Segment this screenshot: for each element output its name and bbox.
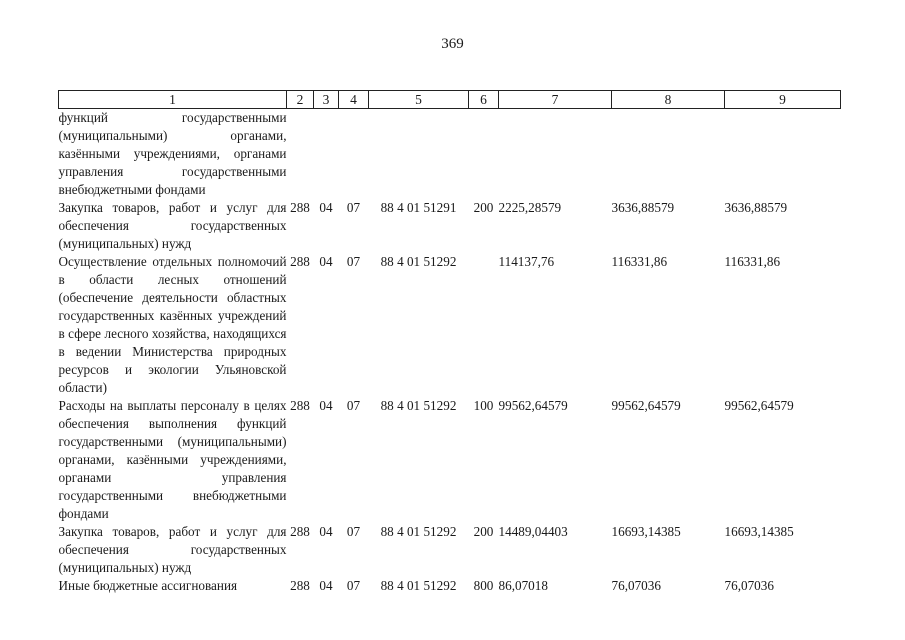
table-row [59, 397, 841, 523]
column-header: 7 [499, 91, 612, 109]
target-article-code: 88 4 01 51292 [380, 524, 457, 539]
section-code [314, 109, 339, 200]
target-article-code [369, 109, 469, 200]
amount-col-7 [499, 109, 612, 200]
ministry-code: 288 [290, 254, 310, 269]
column-header: 6 [469, 91, 499, 109]
expense-type-code: 200 [473, 200, 494, 215]
ministry-code: 288 [290, 200, 310, 215]
ministry-code [287, 109, 314, 200]
section-code: 04 [319, 578, 333, 593]
column-header: 8 [612, 91, 725, 109]
table-row [59, 523, 841, 577]
table-row [59, 109, 841, 200]
table-row [59, 199, 841, 253]
expense-type-code: 200 [473, 524, 494, 539]
column-header: 3 [314, 91, 339, 109]
expense-type-code: 100 [473, 398, 494, 413]
amount-col-7: 86,07018 [498, 578, 548, 593]
amount-col-8: 99562,64579 [611, 398, 681, 413]
row-description: Закупка товаров, работ и услуг для обеспечения государственных (муниципальных) нужд [58, 524, 287, 575]
row-description: Осуществление отдельных полномочий в области лесных отношений (обеспечение деятельности областных государственных казённых учреждений в сфере лесного хозяйства, находящихся в ведении Министерства природных ресурсов и экологии Ульяновской области) [58, 254, 287, 395]
amount-col-9: 3636,88579 [724, 200, 788, 215]
amount-col-8: 16693,14385 [611, 524, 681, 539]
amount-col-8: 116331,86 [611, 254, 668, 269]
subsection-code [339, 109, 369, 200]
section-code: 04 [319, 524, 333, 539]
subsection-code: 07 [346, 200, 361, 215]
column-header: 2 [287, 91, 314, 109]
section-code: 04 [319, 398, 333, 413]
amount-col-9: 99562,64579 [724, 398, 794, 413]
amount-col-9: 76,07036 [724, 578, 774, 593]
row-description: Иные бюджетные ассигнования [58, 578, 238, 593]
budget-table [58, 90, 841, 595]
subsection-code: 07 [346, 578, 361, 593]
target-article-code: 88 4 01 51291 [380, 200, 457, 215]
row-description: Закупка товаров, работ и услуг для обеспечения государственных (муниципальных) нужд [58, 200, 287, 251]
column-header: 5 [369, 91, 469, 109]
column-header: 1 [59, 91, 287, 109]
table-header-row [59, 91, 841, 109]
column-header: 9 [725, 91, 841, 109]
subsection-code: 07 [346, 524, 361, 539]
amount-col-8: 3636,88579 [611, 200, 675, 215]
amount-col-8 [612, 109, 725, 200]
column-header: 4 [339, 91, 369, 109]
amount-col-7: 2225,28579 [498, 200, 562, 215]
ministry-code: 288 [290, 578, 310, 593]
amount-col-7: 99562,64579 [498, 398, 568, 413]
row-description: Расходы на выплаты персоналу в целях обеспечения выполнения функций государственными (муниципальными) органами, казёнными учреждениями, органами управления государственными внебюджетными фондами [58, 398, 287, 521]
expense-type-code [469, 253, 499, 397]
amount-col-7: 14489,04403 [498, 524, 568, 539]
target-article-code: 88 4 01 51292 [380, 398, 457, 413]
subsection-code: 07 [346, 398, 361, 413]
amount-col-9: 116331,86 [724, 254, 781, 269]
expense-type-code: 800 [473, 578, 494, 593]
page-number: 369 [441, 36, 464, 52]
subsection-code: 07 [346, 254, 361, 269]
table-row [59, 253, 841, 397]
amount-col-9 [725, 109, 841, 200]
target-article-code: 88 4 01 51292 [380, 254, 457, 269]
amount-col-9: 16693,14385 [724, 524, 794, 539]
section-code: 04 [319, 254, 333, 269]
amount-col-7: 114137,76 [498, 254, 555, 269]
amount-col-8: 76,07036 [611, 578, 661, 593]
ministry-code: 288 [290, 398, 310, 413]
row-description: функций государственными (муниципальными) органами, казёнными учреждениями, органами управления государственными внебюджетными фондами [58, 110, 287, 197]
expense-type-code [469, 109, 499, 200]
section-code: 04 [319, 200, 333, 215]
table-row [59, 577, 841, 595]
ministry-code: 288 [290, 524, 310, 539]
target-article-code: 88 4 01 51292 [380, 578, 457, 593]
